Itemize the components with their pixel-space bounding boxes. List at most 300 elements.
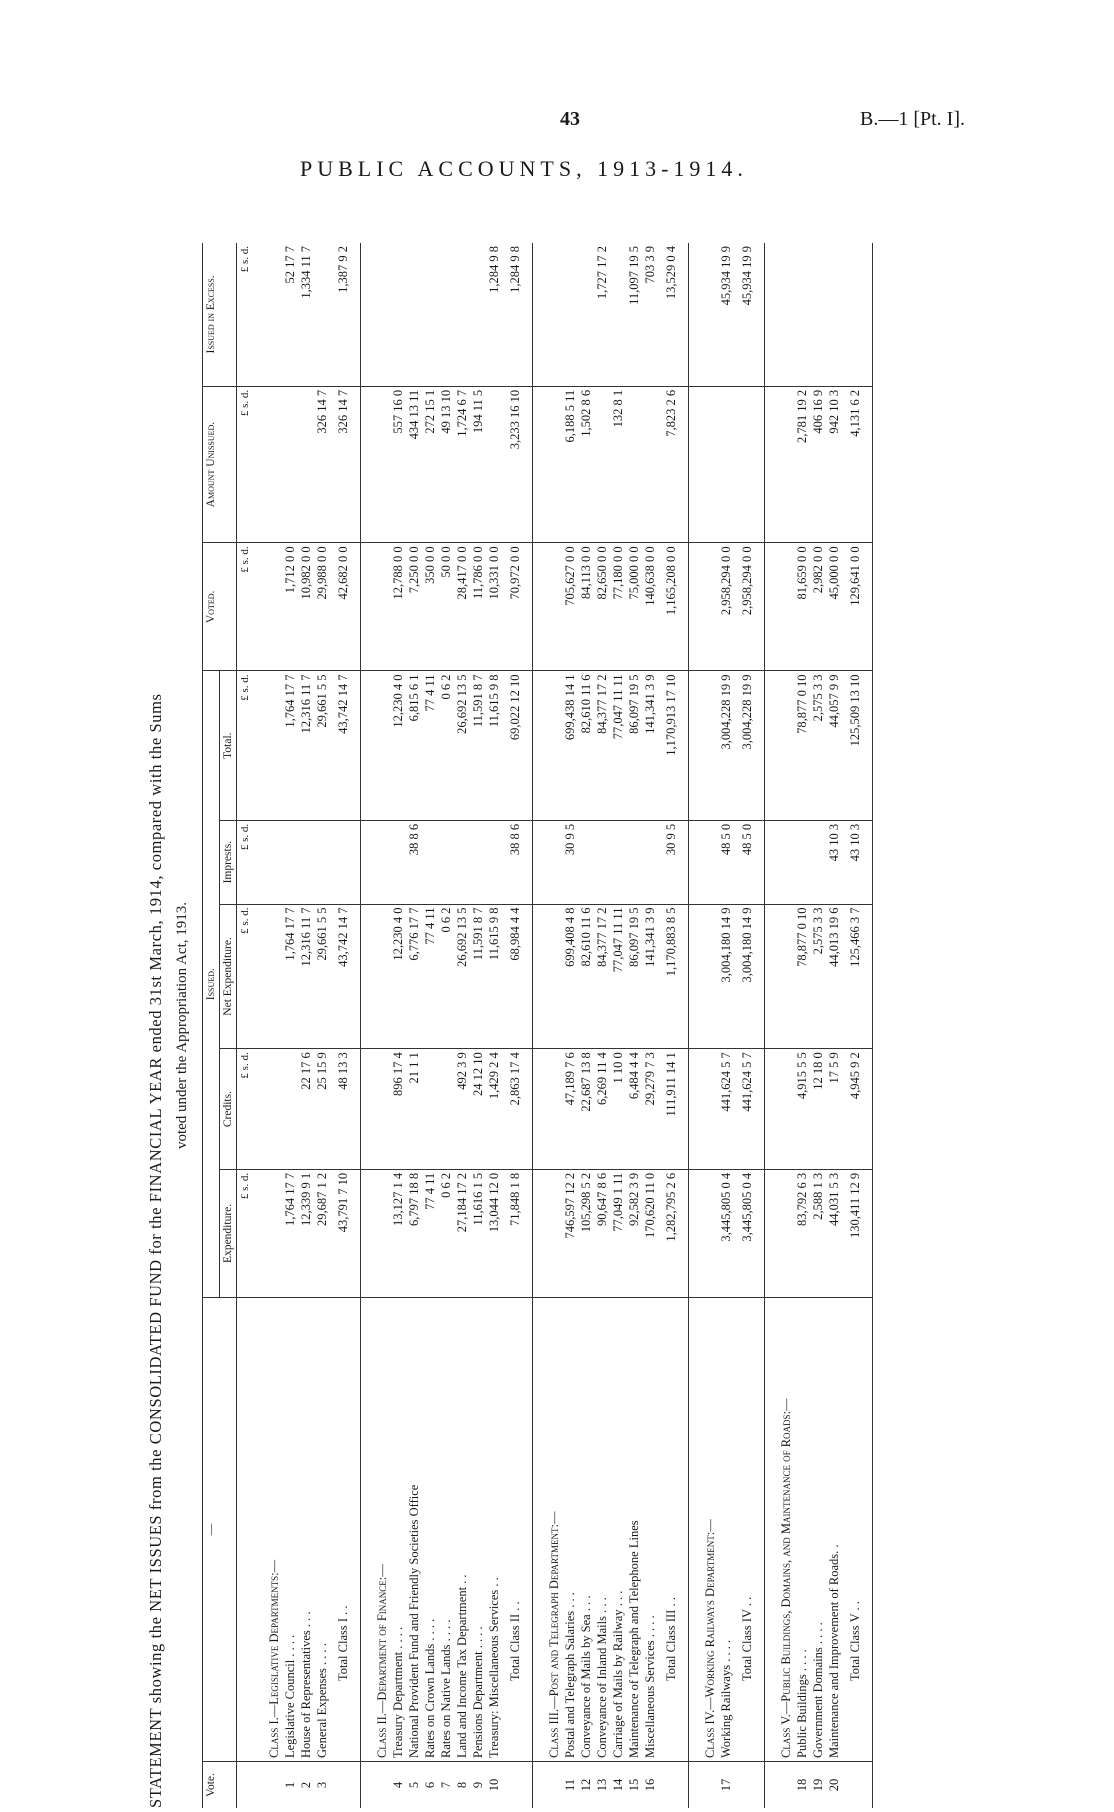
imprests-cell (314, 820, 330, 904)
class-heading-spacer (765, 671, 795, 820)
money-units-desc (237, 1298, 254, 1762)
money-units-excess: £ s. d. (239, 246, 251, 273)
page-title: PUBLIC ACCOUNTS, 1913-1914. (300, 156, 748, 181)
class-heading: Class III.—Post and Telegraph Department:— (533, 1298, 563, 1762)
net-expenditure-cell: 12,316 11 7 (298, 904, 314, 1049)
class-total-total: 1,170,913 17 10 (658, 671, 689, 820)
voted-cell: 10,982 0 0 (298, 543, 314, 671)
amount-unissued-cell: 272 15 1 (422, 386, 438, 542)
expenditure-cell: 77 4 11 (422, 1169, 438, 1297)
vote-description: Legislative Council . . . . (282, 1298, 298, 1762)
class-total-issued-in-excess: 1,284 9 8 (502, 243, 533, 386)
class-heading-spacer (765, 386, 795, 542)
imprests-cell (390, 820, 406, 904)
class-total-amount-unissued: 3,233 16 10 (502, 386, 533, 542)
rotated-statement-sheet (140, 243, 940, 1808)
class-total-imprests: 43 10 3 (842, 820, 873, 904)
issued-in-excess-cell (390, 243, 406, 386)
vote-description: Land and Income Tax Department . . (454, 1298, 470, 1762)
imprests-cell (810, 820, 826, 904)
issued-in-excess-cell (314, 243, 330, 386)
amount-unissued-column-header (203, 386, 237, 542)
table-row (314, 243, 330, 1808)
class-total-label: Total Class III . . (658, 1298, 689, 1762)
vote-description: Treasury: Miscellaneous Services . . (486, 1298, 502, 1762)
net-expenditure-cell: 78,877 0 10 (794, 904, 810, 1049)
issued-in-excess-cell: 1,334 11 7 (299, 246, 313, 299)
class-total-row (330, 243, 361, 1808)
issued-group-header: Issued. (203, 671, 220, 1298)
credits-cell: 1 10 0 (610, 1049, 626, 1170)
vote-number: 14 (610, 1762, 626, 1809)
vote-description: Maintenance of Telegraph and Telephone Lines (626, 1298, 642, 1762)
total-cell: 12,316 11 7 (298, 671, 314, 820)
imprests-cell (794, 820, 810, 904)
issued-in-excess-cell (578, 243, 594, 386)
imprests-cell (438, 820, 454, 904)
class-heading-spacer (253, 386, 282, 542)
vote-description: Rates on Native Lands . . . . (438, 1298, 454, 1762)
class-total-row (502, 243, 533, 1808)
class-heading-spacer (533, 543, 563, 671)
table-row (298, 243, 314, 1808)
money-units-vote (237, 1762, 254, 1809)
expenditure-cell: 90,647 8 6 (594, 1169, 610, 1297)
money-units-imp: £ s. d. (237, 820, 254, 904)
class-total-amount-unissued (734, 386, 765, 542)
imprests-cell (422, 820, 438, 904)
statement-caption-subtitle: voted under the Appropriation Act, 1913. (174, 901, 190, 1150)
net-expenditure-cell: 2,575 3 3 (810, 904, 826, 1049)
money-units-row (237, 243, 254, 1808)
class-heading-spacer (689, 543, 719, 671)
table-row (282, 243, 298, 1808)
vote-description: Conveyance of Mails by Sea . . . (578, 1298, 594, 1762)
imprests-cell (642, 820, 658, 904)
vote-description: Government Domains . . . . (810, 1298, 826, 1762)
statement-table (202, 243, 873, 1808)
class-heading-spacer (533, 243, 563, 386)
voted-cell: 705,627 0 0 (562, 543, 578, 671)
vote-number: 13 (594, 1762, 610, 1809)
class-total-issued-in-excess (842, 243, 873, 386)
class-total-vote (734, 1762, 765, 1809)
class-heading-row (361, 243, 391, 1808)
amount-unissued-cell (486, 386, 502, 542)
credits-cell: 24 12 10 (470, 1049, 486, 1170)
class-heading-vote (765, 1762, 795, 1809)
amount-unissued-cell: 1,724 6 7 (454, 386, 470, 542)
money-units-total: £ s. d. (237, 671, 254, 820)
issued-in-excess-cell (454, 243, 470, 386)
credits-cell: 6,484 4 4 (626, 1049, 642, 1170)
expenditure-cell: 77,049 1 11 (610, 1169, 626, 1297)
imprests-cell (578, 820, 594, 904)
class-total-voted: 1,165,208 0 0 (658, 543, 689, 671)
vote-number: 17 (718, 1762, 734, 1809)
voted-cell: 12,788 0 0 (390, 543, 406, 671)
voted-cell: 77,180 0 0 (610, 543, 626, 671)
total-cell: 3,004,228 19 9 (718, 671, 734, 820)
net-expenditure-cell: 6,776 17 7 (406, 904, 422, 1049)
imprests-cell (626, 820, 642, 904)
imprests-cell (486, 820, 502, 904)
class-heading-spacer (765, 543, 795, 671)
expenditure-cell: 11,616 1 5 (470, 1169, 486, 1297)
total-column-header: Total. (220, 671, 237, 820)
voted-cell: 140,638 0 0 (642, 543, 658, 671)
imprests-cell (594, 820, 610, 904)
credits-cell: 25 15 9 (314, 1049, 330, 1170)
credits-cell: 492 3 9 (454, 1049, 470, 1170)
amount-unissued-cell (298, 386, 314, 542)
class-heading-spacer (765, 1169, 795, 1297)
statement-table-wrap (202, 243, 940, 1808)
expenditure-cell: 13,044 12 0 (486, 1169, 502, 1297)
vote-description: Rates on Crown Lands . . . . (422, 1298, 438, 1762)
voted-cell: 2,958,294 0 0 (718, 543, 734, 671)
class-total-voted: 70,972 0 0 (502, 543, 533, 671)
total-cell: 86,097 19 5 (626, 671, 642, 820)
credits-cell: 6,269 11 4 (594, 1049, 610, 1170)
vote-number: 3 (314, 1762, 330, 1809)
class-heading-row (253, 243, 282, 1808)
class-heading-spacer (689, 671, 719, 820)
issued-in-excess-cell: 1,727 17 2 (595, 246, 609, 300)
table-row (578, 243, 594, 1808)
class-heading-spacer (765, 820, 795, 904)
imprests-cell: 38 8 6 (406, 820, 422, 904)
description-column-header: — (203, 1298, 237, 1762)
vote-number: 9 (470, 1762, 486, 1809)
voted-cell: 7,250 0 0 (406, 543, 422, 671)
credits-cell (282, 1049, 298, 1170)
amount-unissued-cell (282, 386, 298, 542)
credits-cell: 17 5 9 (826, 1049, 842, 1170)
issued-in-excess-cell (438, 243, 454, 386)
table-row (406, 243, 422, 1808)
class-total-voted: 2,958,294 0 0 (734, 543, 765, 671)
expenditure-cell: 12,339 9 1 (298, 1169, 314, 1297)
table-row (422, 243, 438, 1808)
vote-number: 10 (486, 1762, 502, 1809)
class-total-imprests: 38 8 6 (502, 820, 533, 904)
amount-unissued-cell (718, 386, 734, 542)
class-heading-spacer (533, 671, 563, 820)
money-units-unissued: £ s. d. (237, 386, 254, 542)
net-expenditure-cell: 84,377 17 2 (594, 904, 610, 1049)
expenditure-cell: 44,031 5 3 (826, 1169, 842, 1297)
class-total-amount-unissued: 326 14 7 (330, 386, 361, 542)
voted-cell: 75,000 0 0 (626, 543, 642, 671)
net-expenditure-cell: 11,615 9 8 (486, 904, 502, 1049)
net-expenditure-cell: 3,004,180 14 9 (718, 904, 734, 1049)
voted-cell: 28,417 0 0 (454, 543, 470, 671)
total-cell: 11,591 8 7 (470, 671, 486, 820)
class-heading-spacer (361, 671, 391, 820)
issued-in-excess-cell (826, 243, 842, 386)
class-heading: Class I.—Legislative Departments:— (253, 1298, 282, 1762)
voted-column-header (203, 543, 237, 671)
page-number: 43 (560, 108, 580, 130)
class-total-issued-in-excess: 13,529 0 4 (658, 243, 689, 386)
money-units-net: £ s. d. (237, 904, 254, 1049)
net-expenditure-cell: 86,097 19 5 (626, 904, 642, 1049)
class-total-issued-in-excess: 1,387 9 2 (330, 243, 361, 386)
class-heading-spacer (253, 1169, 282, 1297)
issued-in-excess-cell: 45,934 19 9 (719, 246, 733, 306)
vote-number: 1 (282, 1762, 298, 1809)
class-heading: Class II.—Department of Finance:— (361, 1298, 391, 1762)
class-heading-spacer (533, 1169, 563, 1297)
class-total-row (842, 243, 873, 1808)
imprests-cell (610, 820, 626, 904)
vote-number: 6 (422, 1762, 438, 1809)
class-total-row (658, 243, 689, 1808)
total-cell: 6,815 6 1 (406, 671, 422, 820)
total-cell: 82,610 11 6 (578, 671, 594, 820)
net-expenditure-cell: 699,408 4 8 (562, 904, 578, 1049)
issued-in-excess-label: Issued in Excess. (205, 275, 217, 354)
issued-in-excess-cell (610, 243, 626, 386)
expenditure-cell: 6,797 18 8 (406, 1169, 422, 1297)
vote-number: 15 (626, 1762, 642, 1809)
credits-cell: 4,915 5 5 (794, 1049, 810, 1170)
issued-in-excess-cell: 1,284 9 8 (487, 246, 501, 293)
table-row (642, 243, 658, 1808)
table-row (438, 243, 454, 1808)
class-heading-spacer (361, 1169, 391, 1297)
vote-description: Conveyance of Inland Mails . . . (594, 1298, 610, 1762)
table-row (594, 243, 610, 1808)
class-total-total: 3,004,228 19 9 (734, 671, 765, 820)
amount-unissued-cell: 557 16 0 (390, 386, 406, 542)
vote-description: Working Railways . . . . (718, 1298, 734, 1762)
class-total-net-expenditure: 68,984 4 4 (502, 904, 533, 1049)
class-heading-spacer (765, 904, 795, 1049)
amount-unissued-label: Amount Unissued. (205, 421, 217, 508)
total-cell: 77,047 11 11 (610, 671, 626, 820)
class-total-imprests: 30 9 5 (658, 820, 689, 904)
class-heading-spacer (361, 243, 391, 386)
net-expenditure-cell: 141,341 3 9 (642, 904, 658, 1049)
total-cell: 0 6 2 (438, 671, 454, 820)
class-heading: Class IV.—Working Railways Department:— (689, 1298, 719, 1762)
vote-number: 4 (390, 1762, 406, 1809)
table-row (794, 243, 810, 1808)
table-row (626, 243, 642, 1808)
class-total-row (734, 243, 765, 1808)
total-cell: 11,615 9 8 (486, 671, 502, 820)
total-cell: 29,661 5 5 (314, 671, 330, 820)
amount-unissued-cell (594, 386, 610, 542)
statement-caption: STATEMENT showing the NET ISSUES from the CONSOLIDATED FUND for the FINANCIAL YEAR ended 31st March, 1914, compared with the Sums (146, 693, 165, 1808)
imprests-cell (470, 820, 486, 904)
credits-cell: 12 18 0 (810, 1049, 826, 1170)
total-cell: 84,377 17 2 (594, 671, 610, 820)
total-cell: 12,230 4 0 (390, 671, 406, 820)
issued-in-excess-cell (406, 243, 422, 386)
amount-unissued-cell: 1,502 8 6 (578, 386, 594, 542)
class-total-issued-in-excess: 45,934 19 9 (734, 243, 765, 386)
class-heading-spacer (361, 386, 391, 542)
class-heading-spacer (361, 1049, 391, 1170)
issued-in-excess-cell: 52 17 7 (283, 246, 297, 284)
expenditure-cell: 105,298 5 2 (578, 1169, 594, 1297)
net-expenditure-cell: 44,013 19 6 (826, 904, 842, 1049)
class-heading-vote (689, 1762, 719, 1809)
credits-cell: 21 1 1 (406, 1049, 422, 1170)
class-total-net-expenditure: 125,466 3 7 (842, 904, 873, 1049)
issued-in-excess-cell (470, 243, 486, 386)
table-body (237, 243, 873, 1808)
net-expenditure-column-header: Net Expenditure. (220, 904, 237, 1049)
class-total-net-expenditure: 1,170,883 8 5 (658, 904, 689, 1049)
class-heading-spacer (253, 543, 282, 671)
expenditure-cell: 170,620 11 0 (642, 1169, 658, 1297)
amount-unissued-cell: 2,781 19 2 (794, 386, 810, 542)
expenditure-cell: 13,127 1 4 (390, 1169, 406, 1297)
class-heading-spacer (765, 243, 795, 386)
voted-cell: 29,988 0 0 (314, 543, 330, 671)
vote-description: Postal and Telegraph Salaries . . . (562, 1298, 578, 1762)
amount-unissued-cell (642, 386, 658, 542)
class-total-expenditure: 71,848 1 8 (502, 1169, 533, 1297)
credits-cell: 47,189 7 6 (562, 1049, 578, 1170)
imprests-cell: 48 5 0 (718, 820, 734, 904)
vote-number: 11 (562, 1762, 578, 1809)
vote-number: 2 (298, 1762, 314, 1809)
expenditure-cell: 746,597 12 2 (562, 1169, 578, 1297)
total-cell: 78,877 0 10 (794, 671, 810, 820)
vote-number: 8 (454, 1762, 470, 1809)
class-total-vote (502, 1762, 533, 1809)
voted-cell: 10,331 0 0 (486, 543, 502, 671)
total-cell: 2,575 3 3 (810, 671, 826, 820)
class-heading-spacer (253, 243, 282, 386)
money-units-exp: £ s. d. (237, 1169, 254, 1297)
class-heading-spacer (361, 904, 391, 1049)
class-total-imprests (330, 820, 361, 904)
class-total-total: 69,022 12 10 (502, 671, 533, 820)
vote-description: Public Buildings . . . . (794, 1298, 810, 1762)
table-row (390, 243, 406, 1808)
class-heading-spacer (689, 904, 719, 1049)
class-total-label: Total Class IV . . (734, 1298, 765, 1762)
class-total-expenditure: 3,445,805 0 4 (734, 1169, 765, 1297)
class-heading-vote (361, 1762, 391, 1809)
table-row (454, 243, 470, 1808)
credits-cell: 441,624 5 7 (718, 1049, 734, 1170)
class-heading-spacer (253, 904, 282, 1049)
voted-cell: 350 0 0 (422, 543, 438, 671)
document-reference: B.—1 [Pt. I]. (860, 108, 965, 130)
voted-cell: 2,982 0 0 (810, 543, 826, 671)
vote-description: Maintenance and Improvement of Roads. . (826, 1298, 842, 1762)
vote-number: 16 (642, 1762, 658, 1809)
class-total-credits: 48 13 3 (330, 1049, 361, 1170)
class-heading-spacer (689, 386, 719, 542)
issued-in-excess-column-header (203, 243, 237, 386)
table-row (610, 243, 626, 1808)
credits-cell: 1,429 2 4 (486, 1049, 502, 1170)
net-expenditure-cell: 0 6 2 (438, 904, 454, 1049)
net-expenditure-cell: 11,591 8 7 (470, 904, 486, 1049)
credits-cell (438, 1049, 454, 1170)
imprests-cell (454, 820, 470, 904)
vote-number: 18 (794, 1762, 810, 1809)
class-total-net-expenditure: 3,004,180 14 9 (734, 904, 765, 1049)
class-heading-spacer (361, 543, 391, 671)
vote-number: 20 (826, 1762, 842, 1809)
class-total-label: Total Class II . . (502, 1298, 533, 1762)
class-heading-row (533, 243, 563, 1808)
class-heading-row (765, 243, 795, 1808)
issued-in-excess-cell (422, 243, 438, 386)
amount-unissued-cell: 406 16 9 (810, 386, 826, 542)
net-expenditure-cell: 77 4 11 (422, 904, 438, 1049)
class-total-credits: 2,863 17 4 (502, 1049, 533, 1170)
issued-in-excess-cell: 703 3 9 (643, 246, 657, 284)
voted-cell: 82,650 0 0 (594, 543, 610, 671)
class-heading-row (689, 243, 719, 1808)
imprests-column-header: Imprests. (220, 820, 237, 904)
class-total-amount-unissued: 7,823 2 6 (658, 386, 689, 542)
credits-cell: 22 17 6 (298, 1049, 314, 1170)
expenditure-cell: 29,687 1 2 (314, 1169, 330, 1297)
table-row (470, 243, 486, 1808)
table-row (718, 243, 734, 1808)
table-row (810, 243, 826, 1808)
vote-number: 7 (438, 1762, 454, 1809)
voted-cell: 50 0 0 (438, 543, 454, 671)
class-heading-spacer (361, 820, 391, 904)
expenditure-cell: 1,764 17 7 (282, 1169, 298, 1297)
amount-unissued-cell (626, 386, 642, 542)
vote-description: House of Representatives . . . (298, 1298, 314, 1762)
imprests-cell (282, 820, 298, 904)
imprests-cell: 43 10 3 (826, 820, 842, 904)
total-cell: 26,692 13 5 (454, 671, 470, 820)
amount-unissued-cell: 49 13 10 (438, 386, 454, 542)
amount-unissued-cell: 326 14 7 (314, 386, 330, 542)
vote-column-header: Vote. (203, 1762, 237, 1809)
class-total-credits: 4,945 9 2 (842, 1049, 873, 1170)
class-heading-spacer (253, 671, 282, 820)
class-heading-spacer (533, 820, 563, 904)
class-heading-spacer (533, 904, 563, 1049)
expenditure-cell: 3,445,805 0 4 (718, 1169, 734, 1297)
net-expenditure-cell: 12,230 4 0 (390, 904, 406, 1049)
money-units-voted: £ s. d. (237, 543, 254, 671)
voted-cell: 1,712 0 0 (282, 543, 298, 671)
credits-cell (422, 1049, 438, 1170)
class-heading-vote (533, 1762, 563, 1809)
voted-cell: 45,000 0 0 (826, 543, 842, 671)
class-total-total: 125,509 13 10 (842, 671, 873, 820)
credits-cell: 896 17 4 (390, 1049, 406, 1170)
voted-cell: 84,113 0 0 (578, 543, 594, 671)
vote-description: Treasury Department . . . . (390, 1298, 406, 1762)
net-expenditure-cell: 29,661 5 5 (314, 904, 330, 1049)
net-expenditure-cell: 26,692 13 5 (454, 904, 470, 1049)
net-expenditure-cell: 82,610 11 6 (578, 904, 594, 1049)
vote-number: 12 (578, 1762, 594, 1809)
voted-cell: 81,659 0 0 (794, 543, 810, 671)
voted-cell: 11,786 0 0 (470, 543, 486, 671)
total-cell: 44,057 9 9 (826, 671, 842, 820)
expenditure-cell: 27,184 17 2 (454, 1169, 470, 1297)
